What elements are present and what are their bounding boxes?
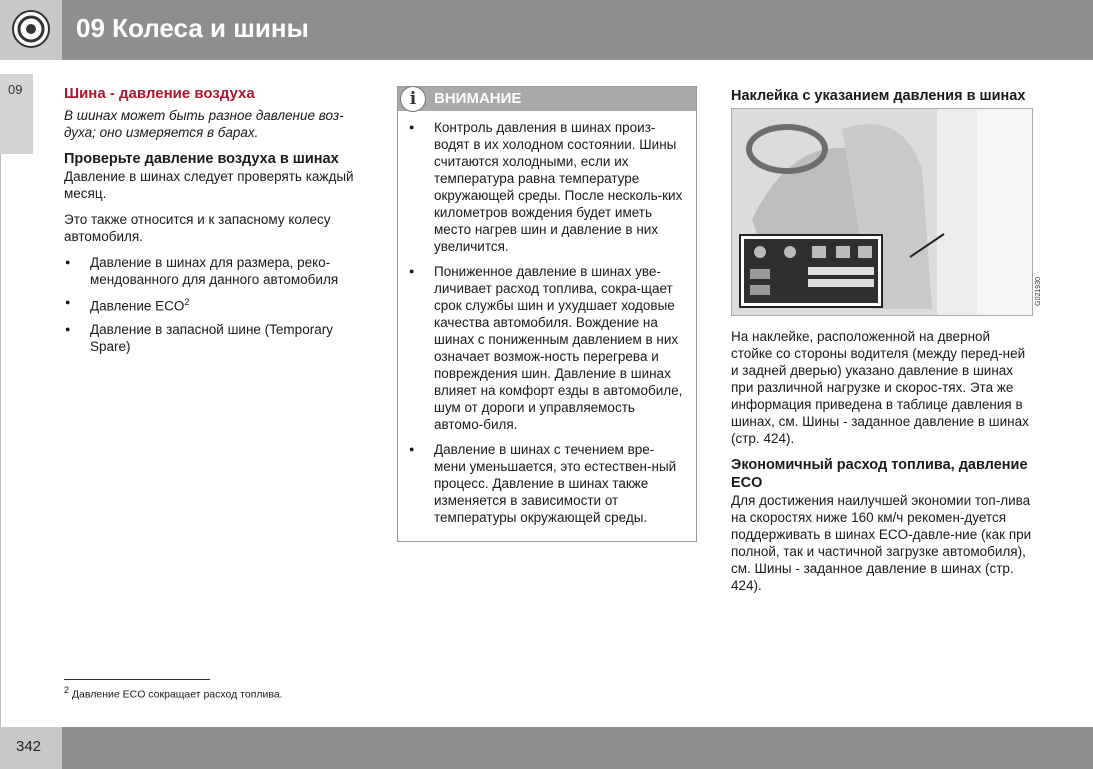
pressure-list (64, 254, 369, 355)
footnote-text: Давление ECO сокращает расход топлива. (71, 688, 283, 701)
door-pillar-sticker-image (731, 108, 1042, 316)
subheading-sticker: Наклейка с указанием давления в шинах (731, 88, 1026, 104)
subheading-eco: Экономичный расход топлива, давление ECO (731, 457, 1028, 491)
footnote-rule (64, 679, 210, 680)
list-item: ● Давление в запасной шине (Temporary Spare) (64, 321, 369, 355)
chapter-tab-label: 09 (8, 82, 23, 97)
footnote-ref[interactable]: 2 (184, 297, 190, 307)
footnote-marker: 2 (64, 685, 70, 695)
footnote (64, 685, 283, 701)
page-number-box (0, 727, 62, 769)
warning-title: ВНИМАНИЕ (434, 90, 522, 107)
list-item: ● Давление в шинах для размера, реко-мендованного для данного автомобиля (64, 254, 369, 288)
paragraph-eco: Для достижения наилучшей экономии топ-лива на скоростях ниже 160 км/ч рекомен-дуется поддерживать в шинах ECO-давле-ние (как при полной, так и частичной загрузке автомобиля), см. Шины - заданное давление в шинах (стр. 424). (731, 493, 1032, 593)
info-icon: i (400, 86, 426, 112)
paragraph-monthly: Давление в шинах следует проверять каждый месяц. (64, 169, 354, 201)
subheading-check-pressure: Проверьте давление воздуха в шинах (64, 151, 339, 167)
image-code: G021930 (1035, 277, 1042, 306)
list-item: ● Контроль давления в шинах произ-водят в их холодном состоянии. Шины считаются холодными, если их температура равна температуре окружающей среды. После несколь-ких километров вождения будет иметь место нагрев шин и давление в них увеличится. (408, 119, 684, 255)
warning-box (397, 86, 697, 542)
column-left (64, 85, 369, 361)
section-intro: В шинах может быть разное давление воз-духа; оно измеряется в барах. (64, 108, 344, 140)
header-logo (0, 0, 62, 60)
paragraph-spare: Это также относится и к запасному колесу автомобиля. (64, 212, 331, 244)
column-right (731, 87, 1042, 603)
chapter-tab (0, 74, 33, 154)
list-item: ● Давление в шинах с течением вре-мени уменьшается, это естествен-ный процесс. Давление в шинах также изменяется в зависимости от температуры окружающей среды. (408, 441, 684, 526)
page-title: 09 Колеса и шины (76, 13, 309, 43)
warning-header (398, 87, 696, 111)
page-number: 342 (16, 738, 42, 755)
page-header (0, 0, 1093, 60)
section-title: Шина - давление воздуха (64, 85, 255, 102)
page-footer (0, 727, 1093, 769)
tire-icon (11, 9, 51, 49)
paragraph-sticker: На наклейке, расположенной на дверной стойке со стороны водителя (между перед-ней и задней дверью) указано давление в шинах при различной нагрузке и скорос-тях. Эта же информация приведена в таблице давления в шинах, см. Шины - заданное давление в шинах (стр. 424). (731, 329, 1029, 446)
warning-list (408, 119, 684, 526)
warning-column (397, 86, 699, 542)
list-item: ● Пониженное давление в шинах уве-личивает расход топлива, сокра-щает срок службы шин и ухудшает ходовые качества автомобиля. Вождение на шинах с пониженным давлением в них означает возмож-ность перегрева и повреждения шин. Давление в шинах влияет на комфорт езды в автомобиле, шум от дороги и управляемость автомо-биля. (408, 263, 684, 433)
list-item: ● Давление ECO$^2$ (64, 294, 369, 315)
left-border (0, 154, 1, 729)
